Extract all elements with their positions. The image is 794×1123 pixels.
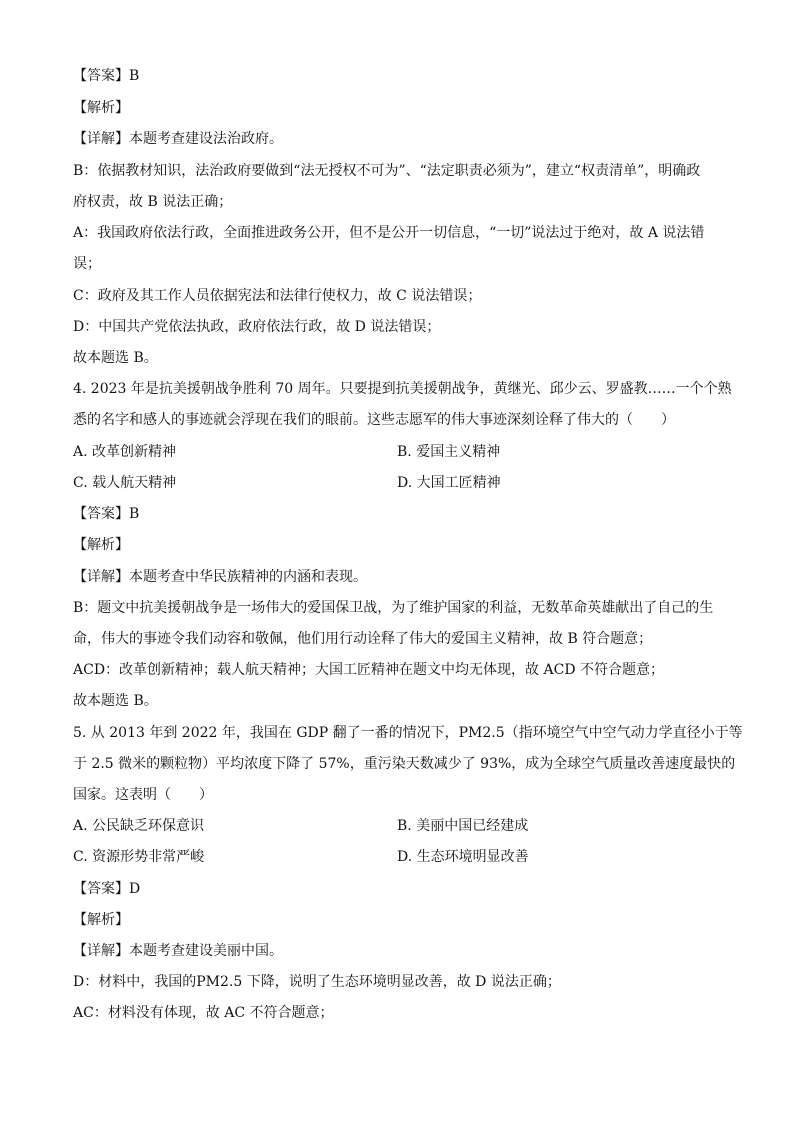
detail-line: 【详解】本题考查中华民族精神的内涵和表现。 [73, 569, 367, 585]
explanation-line: B：依据教材知识，法治政府要做到“法无授权不可为”、“法定职责必须为”，建立“权责清单”，明确政 [73, 163, 701, 179]
explanation-line: 命，伟大的事迹令我们动容和敬佩，他们用行动诠释了伟大的爱国主义精神，故 B 符合题意； [73, 631, 653, 647]
option-d: D. 生态环境明显改善 [397, 849, 529, 865]
option-a: A. 公民缺乏环保意识 [73, 818, 205, 834]
question-stem: 国家。这表明（ ） [73, 787, 213, 803]
explanation-line: D：中国共产党依法执政，政府依法行政，故 D 说法错误； [73, 319, 441, 335]
explanation-line: 误； [73, 256, 101, 272]
option-b: B. 美丽中国已经建成 [397, 818, 529, 834]
analysis-label: 【解析】 [73, 100, 129, 116]
explanation-line: 府权责，故 B 说法正确； [73, 194, 233, 210]
explanation-line: C：政府及其工作人员依据宪法和法律行使权力，故 C 说法错误； [73, 288, 482, 304]
conclusion-line: 故本题选 B。 [73, 693, 158, 709]
answer-label: 【答案】D [73, 881, 141, 897]
question-stem: 4. 2023 年是抗美援朝战争胜利 70 周年。只要提到抗美援朝战争，黄继光、邱少云、罗盛教……一个个熟 [73, 381, 732, 397]
option-a: A. 改革创新精神 [73, 444, 177, 460]
explanation-line: A：我国政府依法行政，全面推进政务公开，但不是公开一切信息，“一切”说法过于绝对，故 A 说法错 [73, 225, 705, 241]
option-c: C. 载人航天精神 [73, 475, 177, 491]
explanation-line: AC：材料没有体现，故 AC 不符合题意； [73, 1005, 334, 1021]
detail-line: 【详解】本题考查建设美丽中国。 [73, 943, 283, 959]
conclusion-line: 故本题选 B。 [73, 350, 158, 366]
analysis-label: 【解析】 [73, 537, 129, 553]
answer-label: 【答案】B [73, 506, 140, 522]
answer-label: 【答案】B [73, 68, 140, 84]
question-stem: 悉的名字和感人的事迹就会浮现在我们的眼前。这些志愿军的伟大事迹深刻诠释了伟大的（ ） [73, 412, 675, 428]
option-c: C. 资源形势非常严峻 [73, 849, 205, 865]
question-stem: 于 2.5 微米的颗粒物）平均浓度下降了 57%，重污染天数减少了 93%，成为全球空气质量改善速度最快的 [73, 756, 736, 772]
question-stem: 5. 从 2013 年到 2022 年，我国在 GDP 翻了一番的情况下，PM2.5（指环境空气中空气动力学直径小于等 [73, 725, 743, 741]
option-d: D. 大国工匠精神 [397, 475, 501, 491]
explanation-line: B：题文中抗美援朝战争是一场伟大的爱国保卫战，为了维护国家的利益，无数革命英雄献出了自己的生 [73, 600, 714, 616]
analysis-label: 【解析】 [73, 912, 129, 928]
explanation-line: ACD：改革创新精神；载人航天精神；大国工匠精神在题文中均无体现，故 ACD 不符合题意； [73, 662, 664, 678]
option-b: B. 爱国主义精神 [397, 444, 501, 460]
detail-line: 【详解】本题考查建设法治政府。 [73, 131, 283, 147]
explanation-line: D：材料中，我国的PM2.5 下降，说明了生态环境明显改善，故 D 说法正确； [73, 974, 561, 990]
